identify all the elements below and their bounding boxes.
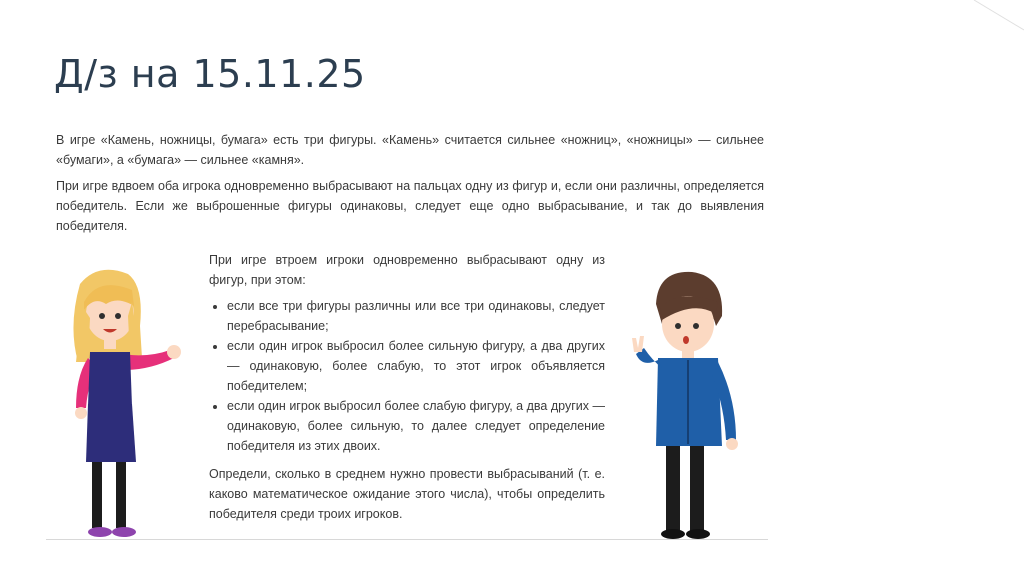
boy-illustration — [628, 268, 748, 540]
girl-illustration — [58, 266, 188, 540]
two-players-paragraph: При игре вдвоем оба игрока одновременно выбрасывают на пальцах одну из фигур и, если они различны, определяется победитель. Если же выброшенные фигуры одинаковы, следует еще одно выбрасывание, и так до выявления победителя. — [56, 179, 764, 233]
rules-list — [209, 296, 605, 456]
rule-item: • если один игрок выбросил более сильную фигуру, а два других — одинаковую, более слабую, то этот игрок объявляется победителем; — [227, 336, 605, 396]
three-players-intro: При игре втроем игроки одновременно выбрасывают одну из фигур, при этом: — [209, 253, 605, 287]
task-paragraph: Определи, сколько в среднем нужно провести выбрасываний (т. е. каково математическое ожидание этого числа), чтобы определить победителя среди троих игроков. — [209, 467, 605, 521]
rule-item: • если один игрок выбросил более слабую фигуру, а два других — одинаковую, более сильную, то далее следует определение победителя из этих двоих. — [227, 396, 605, 456]
slide-title: Д/з на 15.11.25 — [54, 52, 366, 96]
baseline-divider — [46, 539, 768, 540]
corner-decoration-line — [964, 0, 1024, 40]
three-players-block — [209, 250, 605, 524]
intro-paragraph: В игре «Камень, ножницы, бумага» есть три фигуры. «Камень» считается сильнее «ножниц», «ножницы» — сильнее «бумаги», а «бумага» — сильнее «камня». — [56, 133, 764, 167]
rule-item: • если все три фигуры различны или все три одинаковы, следует перебрасывание; — [227, 296, 605, 336]
